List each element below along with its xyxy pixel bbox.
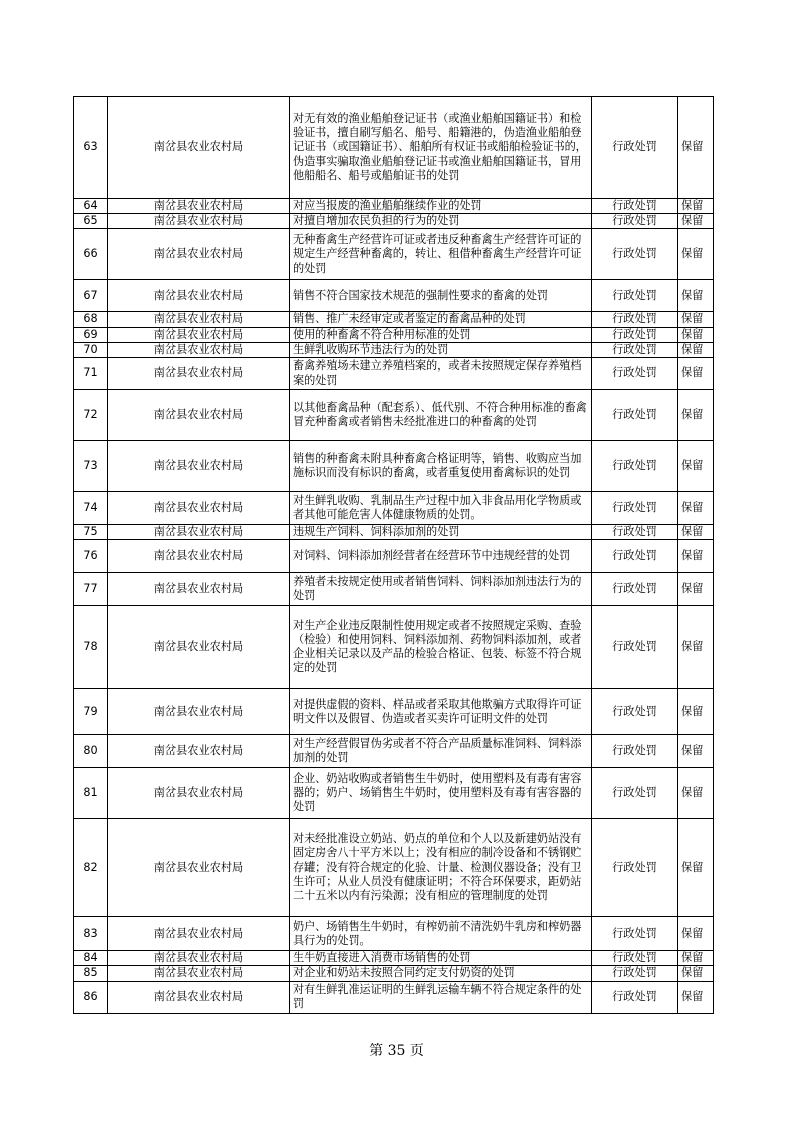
item-name: 对企业和奶站未按照合同约定支付奶资的处罚 [290, 966, 592, 981]
implementing-agency: 南岔县农业农村局 [108, 951, 290, 966]
table-body [74, 97, 714, 1014]
implementing-agency: 南岔县农业农村局 [108, 735, 290, 768]
item-type: 行政处罚 [592, 492, 678, 525]
item-number: 71 [74, 358, 108, 390]
item-type: 行政处罚 [592, 214, 678, 229]
item-type: 行政处罚 [592, 441, 678, 492]
implementing-agency: 南岔县农业农村局 [108, 966, 290, 981]
implementing-agency: 南岔县农业农村局 [108, 981, 290, 1013]
table-row [74, 768, 714, 819]
item-number: 78 [74, 606, 108, 689]
item-name: 奶户、场销售生牛奶时，有榨奶前不清洗奶牛乳房和榨奶器具行为的处罚。 [290, 917, 592, 951]
item-status: 保留 [678, 214, 714, 229]
item-status: 保留 [678, 441, 714, 492]
item-status: 保留 [678, 819, 714, 917]
item-status: 保留 [678, 280, 714, 312]
item-number: 85 [74, 966, 108, 981]
item-type: 行政处罚 [592, 689, 678, 735]
item-type: 行政处罚 [592, 981, 678, 1013]
item-number: 69 [74, 327, 108, 342]
item-name: 对未经批准设立奶站、奶点的单位和个人以及新建奶站没有固定房舍八十平方米以上；没有相应的制冷设备和不锈钢贮存罐；没有符合规定的化验、计量、检测仪器设备；没有卫生许可；从业人员没有健康证明；不符合环保要求，距奶站二十五米以内有污染源；没有相应的管理制度的处罚 [290, 819, 592, 917]
table-row [74, 492, 714, 525]
table-row [74, 441, 714, 492]
implementing-agency: 南岔县农业农村局 [108, 492, 290, 525]
item-number: 82 [74, 819, 108, 917]
item-type: 行政处罚 [592, 229, 678, 280]
item-number: 81 [74, 768, 108, 819]
item-number: 73 [74, 441, 108, 492]
item-name: 对擅自增加农民负担的行为的处罚 [290, 214, 592, 229]
item-type: 行政处罚 [592, 768, 678, 819]
table-row [74, 97, 714, 199]
item-number: 83 [74, 917, 108, 951]
item-type: 行政处罚 [592, 97, 678, 199]
item-number: 68 [74, 312, 108, 327]
item-name: 畜禽养殖场未建立养殖档案的，或者未按照规定保存养殖档案的处罚 [290, 358, 592, 390]
item-type: 行政处罚 [592, 819, 678, 917]
table-row [74, 981, 714, 1013]
table-row [74, 229, 714, 280]
item-name: 销售、推广未经审定或者鉴定的畜禽品种的处罚 [290, 312, 592, 327]
item-type: 行政处罚 [592, 606, 678, 689]
implementing-agency: 南岔县农业农村局 [108, 280, 290, 312]
item-number: 75 [74, 525, 108, 540]
implementing-agency: 南岔县农业农村局 [108, 540, 290, 573]
item-name: 对无有效的渔业船舶登记证书（或渔业船舶国籍证书）和检验证书，擅自刷写船名、船号、船籍港的，伪造渔业船舶登记证书（或国籍证书）、船舶所有权证书或船舶检验证书的，伪造事实骗取渔业船舶登记证书或渔业船舶国籍证书，冒用他船船名、船号或船舶证书的处罚 [290, 97, 592, 199]
item-number: 70 [74, 342, 108, 357]
item-status: 保留 [678, 981, 714, 1013]
implementing-agency: 南岔县农业农村局 [108, 525, 290, 540]
implementing-agency: 南岔县农业农村局 [108, 573, 290, 606]
item-number: 77 [74, 573, 108, 606]
item-status: 保留 [678, 492, 714, 525]
item-type: 行政处罚 [592, 312, 678, 327]
table-row [74, 573, 714, 606]
item-type: 行政处罚 [592, 327, 678, 342]
item-status: 保留 [678, 390, 714, 441]
table-row [74, 689, 714, 735]
item-type: 行政处罚 [592, 390, 678, 441]
implementing-agency: 南岔县农业农村局 [108, 327, 290, 342]
table-row [74, 390, 714, 441]
implementing-agency: 南岔县农业农村局 [108, 342, 290, 357]
implementing-agency: 南岔县农业农村局 [108, 689, 290, 735]
item-status: 保留 [678, 966, 714, 981]
item-status: 保留 [678, 229, 714, 280]
table-row [74, 966, 714, 981]
item-name: 对提供虚假的资料、样品或者采取其他欺骗方式取得许可证明文件以及假冒、伪造或者买卖许可证明文件的处罚 [290, 689, 592, 735]
item-name: 对饲料、饲料添加剂经营者在经营环节中违规经营的处罚 [290, 540, 592, 573]
item-name: 销售不符合国家技术规范的强制性要求的畜禽的处罚 [290, 280, 592, 312]
item-status: 保留 [678, 342, 714, 357]
item-name: 无种畜禽生产经营许可证或者违反种畜禽生产经营许可证的规定生产经营种畜禽的，转让、租借种畜禽生产经营许可证的处罚 [290, 229, 592, 280]
table-row [74, 342, 714, 357]
item-type: 行政处罚 [592, 358, 678, 390]
implementing-agency: 南岔县农业农村局 [108, 819, 290, 917]
table-row [74, 819, 714, 917]
item-name: 企业、奶站收购或者销售生牛奶时，使用塑料及有毒有害容器的；奶户、场销售生牛奶时，使用塑料及有毒有害容器的处罚 [290, 768, 592, 819]
item-type: 行政处罚 [592, 951, 678, 966]
implementing-agency: 南岔县农业农村局 [108, 606, 290, 689]
table-row [74, 735, 714, 768]
implementing-agency: 南岔县农业农村局 [108, 199, 290, 214]
item-number: 64 [74, 199, 108, 214]
table-row [74, 327, 714, 342]
table-row [74, 312, 714, 327]
table-row [74, 214, 714, 229]
item-status: 保留 [678, 97, 714, 199]
item-status: 保留 [678, 540, 714, 573]
item-status: 保留 [678, 689, 714, 735]
item-number: 84 [74, 951, 108, 966]
table-row [74, 199, 714, 214]
administrative-items-table [73, 96, 714, 1014]
item-number: 66 [74, 229, 108, 280]
item-name: 对有生鲜乳准运证明的生鲜乳运输车辆不符合规定条件的处罚 [290, 981, 592, 1013]
item-status: 保留 [678, 917, 714, 951]
item-status: 保留 [678, 327, 714, 342]
item-name: 生牛奶直接进入消费市场销售的处罚 [290, 951, 592, 966]
item-type: 行政处罚 [592, 540, 678, 573]
item-status: 保留 [678, 525, 714, 540]
item-status: 保留 [678, 312, 714, 327]
item-number: 67 [74, 280, 108, 312]
item-number: 76 [74, 540, 108, 573]
implementing-agency: 南岔县农业农村局 [108, 917, 290, 951]
item-type: 行政处罚 [592, 280, 678, 312]
table-row [74, 280, 714, 312]
implementing-agency: 南岔县农业农村局 [108, 358, 290, 390]
item-name: 以其他畜禽品种（配套系）、低代别、不符合种用标准的畜禽冒充种畜禽或者销售未经批准进口的种畜禽的处罚 [290, 390, 592, 441]
item-name: 使用的种畜禽不符合种用标准的处罚 [290, 327, 592, 342]
item-status: 保留 [678, 768, 714, 819]
implementing-agency: 南岔县农业农村局 [108, 390, 290, 441]
table-row [74, 951, 714, 966]
item-name: 养殖者未按规定使用或者销售饲料、饲料添加剂违法行为的处罚 [290, 573, 592, 606]
implementing-agency: 南岔县农业农村局 [108, 214, 290, 229]
item-status: 保留 [678, 951, 714, 966]
item-type: 行政处罚 [592, 966, 678, 981]
item-status: 保留 [678, 358, 714, 390]
item-type: 行政处罚 [592, 525, 678, 540]
item-name: 违规生产饲料、饲料添加剂的处罚 [290, 525, 592, 540]
item-name: 销售的种畜禽未附具种畜禽合格证明等，销售、收购应当加施标识而没有标识的畜禽，或者重复使用畜禽标识的处罚 [290, 441, 592, 492]
table-row [74, 525, 714, 540]
table-row [74, 606, 714, 689]
table-row [74, 917, 714, 951]
item-number: 86 [74, 981, 108, 1013]
item-status: 保留 [678, 735, 714, 768]
item-type: 行政处罚 [592, 342, 678, 357]
table-row [74, 540, 714, 573]
item-name: 对生鲜乳收购、乳制品生产过程中加入非食品用化学物质或者其他可能危害人体健康物质的处罚。 [290, 492, 592, 525]
item-number: 72 [74, 390, 108, 441]
implementing-agency: 南岔县农业农村局 [108, 768, 290, 819]
item-type: 行政处罚 [592, 199, 678, 214]
item-type: 行政处罚 [592, 917, 678, 951]
implementing-agency: 南岔县农业农村局 [108, 97, 290, 199]
item-status: 保留 [678, 573, 714, 606]
item-status: 保留 [678, 606, 714, 689]
item-number: 65 [74, 214, 108, 229]
item-name: 对生产企业违反限制性使用规定或者不按照规定采购、查验（检验）和使用饲料、饲料添加剂、药物饲料添加剂，或者企业相关记录以及产品的检验合格证、包装、标签不符合规定的处罚 [290, 606, 592, 689]
implementing-agency: 南岔县农业农村局 [108, 312, 290, 327]
item-type: 行政处罚 [592, 573, 678, 606]
table-row [74, 358, 714, 390]
page-number: 第 35 页 [369, 1043, 424, 1059]
item-type: 行政处罚 [592, 735, 678, 768]
implementing-agency: 南岔县农业农村局 [108, 441, 290, 492]
implementing-agency: 南岔县农业农村局 [108, 229, 290, 280]
item-number: 80 [74, 735, 108, 768]
item-number: 74 [74, 492, 108, 525]
item-name: 生鲜乳收购环节违法行为的处罚 [290, 342, 592, 357]
item-name: 对应当报废的渔业船舶继续作业的处罚 [290, 199, 592, 214]
item-name: 对生产经营假冒伪劣或者不符合产品质量标准饲料、饲料添加剂的处罚 [290, 735, 592, 768]
item-status: 保留 [678, 199, 714, 214]
item-number: 79 [74, 689, 108, 735]
item-number: 63 [74, 97, 108, 199]
